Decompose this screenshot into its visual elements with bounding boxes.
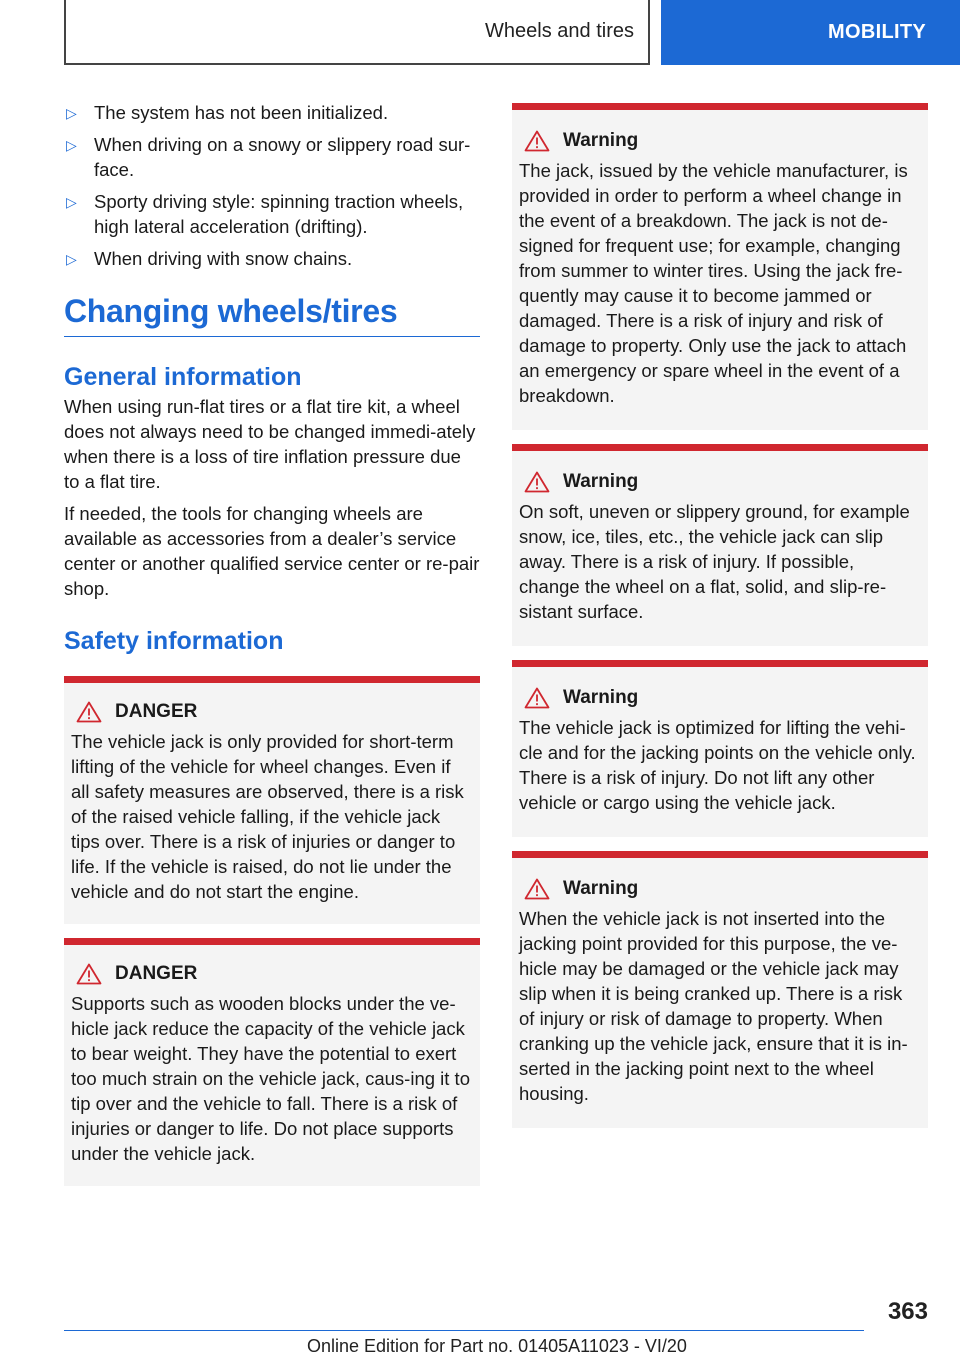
header-chapter-tab[interactable]: MOBILITY bbox=[661, 0, 960, 65]
safety-information-heading: Safety information bbox=[64, 627, 284, 655]
note-title: DANGER bbox=[115, 963, 198, 984]
warning-triangle-icon bbox=[524, 878, 550, 900]
paragraph: When using run-flat tires or a flat tire kit, a wheel does not always need to be changed immedi-ately when there is a loss of tire inflation pressure due to a flat tire. bbox=[64, 396, 476, 492]
note-body: The vehicle jack is optimized for lifting the vehi-cle and for the jacking points on the vehicle only. There is a risk of injury. Do not lift any other vehicle or cargo using the vehicle jack. bbox=[519, 717, 916, 813]
list-item: ▷ When driving with snow chains. bbox=[64, 246, 480, 271]
warning-note bbox=[512, 444, 928, 646]
condition-list bbox=[64, 100, 480, 271]
bullet-triangle-icon: ▷ bbox=[66, 194, 77, 210]
list-item: ▷ Sporty driving style: spinning traction wheels, high lateral acceleration (drifting). bbox=[66, 191, 464, 237]
note-title: Warning bbox=[563, 130, 639, 151]
danger-note bbox=[64, 676, 480, 924]
footer-divider bbox=[64, 1330, 864, 1331]
note-title: Warning bbox=[563, 471, 639, 492]
warning-triangle-icon bbox=[524, 130, 550, 152]
header-section-title: Wheels and tires bbox=[485, 20, 634, 42]
warning-note bbox=[512, 103, 928, 430]
page-number: 363 bbox=[887, 1298, 928, 1325]
warning-note bbox=[512, 660, 928, 837]
general-information-heading: General information bbox=[64, 363, 302, 391]
paragraph: If needed, the tools for changing wheels are available as accessories from a dealer’s service center or another qualified service center or re-pair shop. bbox=[64, 503, 480, 599]
header-section-box bbox=[64, 0, 650, 65]
note-body: When the vehicle jack is not inserted into the jacking point provided for this purpose, the ve-hicle may be damaged or the vehicle jack may slip when it is being cranked up. There is a risk of injury or risk of damage to property. When cranking up the vehicle jack, ensure that it is in-serted in the jacking point next to the wheel housing. bbox=[519, 908, 908, 1104]
note-body: Supports such as wooden blocks under the ve-hicle jack reduce the capacity of the vehicle jack to bear weight. They have the potential to exert too much strain on the vehicle jack, caus-ing it to tip over and the vehicle to fall. There is a risk of injuries or danger to life. Do not place supports under the vehicle jack. bbox=[71, 993, 470, 1164]
left-column bbox=[64, 100, 480, 1200]
list-item: ▷ When driving on a snowy or slippery road sur-face. bbox=[66, 134, 471, 180]
note-body: The vehicle jack is only provided for short-term lifting of the vehicle for wheel changes. Even if all safety measures are observed, there is a risk of the raised vehicle falling, if the vehicle jack tips over. There is a risk of injuries or danger to life. If the vehicle is raised, do not lie under the vehicle and do not start the engine. bbox=[71, 731, 464, 902]
bullet-triangle-icon: ▷ bbox=[66, 105, 77, 121]
list-item: ▷ The system has not been initialized. bbox=[64, 100, 480, 125]
right-column bbox=[512, 103, 928, 1142]
warning-triangle-icon bbox=[524, 687, 550, 709]
footer-edition-text: Online Edition for Part no. 01405A11023 - VI/20 bbox=[307, 1336, 687, 1356]
note-title: Warning bbox=[563, 687, 639, 708]
note-title: Warning bbox=[563, 878, 639, 899]
danger-note bbox=[64, 938, 480, 1186]
note-body: On soft, uneven or slippery ground, for example snow, ice, tiles, etc., the vehicle jack can slip away. There is a risk of injury. If possible, change the wheel on a flat, solid, and slip-re-sistant surface. bbox=[519, 501, 910, 622]
warning-note bbox=[512, 851, 928, 1128]
note-title: DANGER bbox=[115, 701, 198, 722]
section-heading: Changing wheels/tires bbox=[64, 293, 480, 337]
bullet-triangle-icon: ▷ bbox=[66, 251, 77, 267]
bullet-triangle-icon: ▷ bbox=[66, 137, 77, 153]
warning-triangle-icon bbox=[524, 471, 550, 493]
warning-triangle-icon bbox=[76, 701, 102, 723]
note-body: The jack, issued by the vehicle manufacturer, is provided in order to perform a wheel change in the event of a breakdown. The jack is not de-signed for frequent use; for example, changing from summer to winter tires. Using the jack fre-quently may cause it to become jammed or damaged. There is a risk of injury and risk of damage to property. Only use the jack to attach an emergency or spare wheel in the event of a breakdown. bbox=[519, 160, 908, 406]
warning-triangle-icon bbox=[76, 963, 102, 985]
